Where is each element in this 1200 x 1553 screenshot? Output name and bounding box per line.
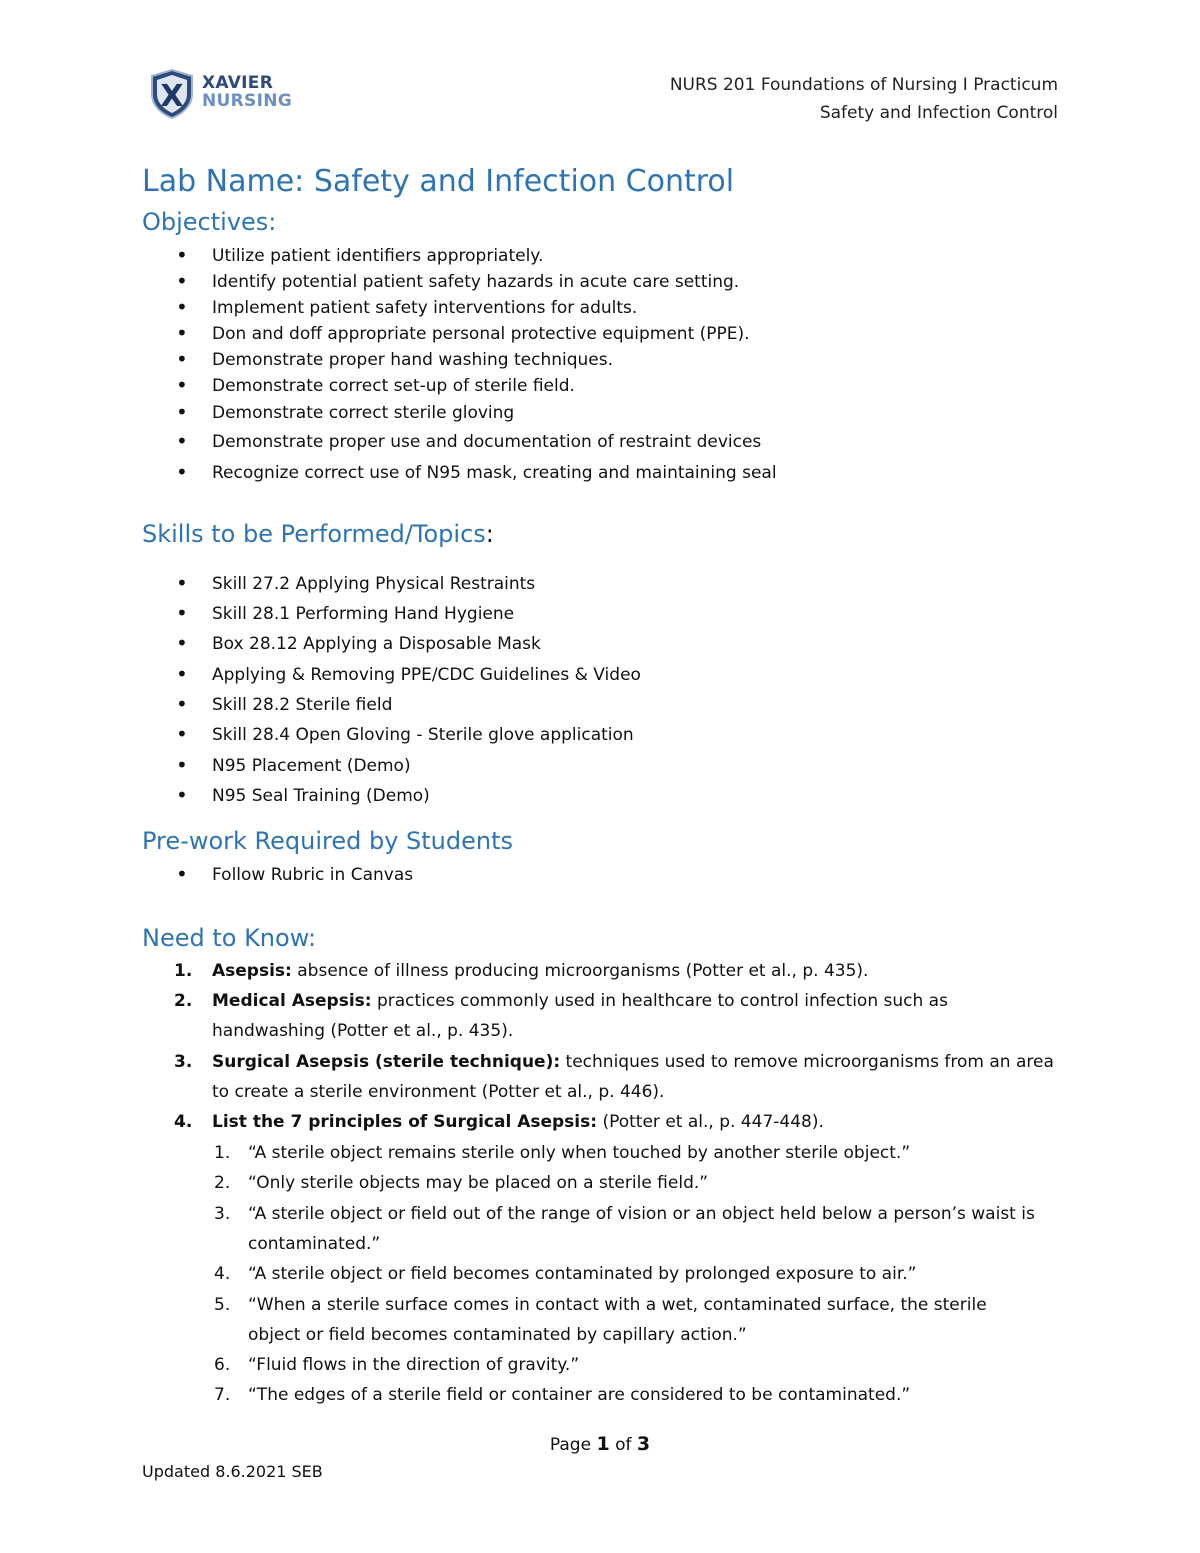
item-text: practices commonly used in healthcare to control infection such as — [371, 991, 948, 1011]
list-item — [214, 1385, 911, 1405]
item-number: 6. — [214, 1355, 231, 1375]
skills-heading — [142, 520, 494, 548]
list-item — [214, 1143, 911, 1163]
list-item: • Demonstrate correct set-up of sterile field. — [212, 376, 575, 396]
item-number: 4. — [214, 1264, 231, 1284]
list-item-continuation: object or field becomes contaminated by capillary action.” — [248, 1325, 747, 1345]
item-text: absence of illness producing microorganisms (Potter et al., p. 435). — [291, 961, 869, 981]
list-item: • Skill 28.4 Open Gloving - Sterile glove application — [212, 725, 634, 745]
list-item: • Recognize correct use of N95 mask, creating and maintaining seal — [212, 463, 777, 483]
list-item-continuation: to create a sterile environment (Potter et al., p. 446). — [212, 1082, 665, 1102]
page-prefix: Page — [549, 1435, 597, 1455]
xavier-nursing-logo — [148, 68, 292, 120]
item-text: “A sterile object or field out of the range of vision or an object held below a person’s waist is — [248, 1204, 1035, 1224]
item-text: “A sterile object remains sterile only when touched by another sterile object.” — [248, 1143, 911, 1163]
item-number: 7. — [214, 1385, 231, 1405]
item-number: 4. — [174, 1112, 193, 1132]
list-item: • Skill 27.2 Applying Physical Restraints — [212, 574, 535, 594]
item-text: (Potter et al., p. 447-448). — [597, 1112, 824, 1132]
list-item: • Utilize patient identifiers appropriately. — [212, 246, 543, 266]
item-number: 5. — [214, 1295, 231, 1315]
list-item — [174, 1052, 1054, 1072]
list-item: • Skill 28.1 Performing Hand Hygiene — [212, 604, 514, 624]
page-of: of — [609, 1435, 637, 1455]
list-item: • N95 Placement (Demo) — [212, 756, 411, 776]
list-item — [214, 1264, 917, 1284]
list-item — [174, 961, 869, 981]
item-text: techniques used to remove microorganisms from an area — [560, 1052, 1054, 1072]
list-item-continuation: contaminated.” — [248, 1234, 381, 1254]
page-current: 1 — [596, 1433, 610, 1455]
list-item — [214, 1204, 1035, 1224]
logo-line1: XAVIER — [202, 73, 274, 93]
list-item — [214, 1295, 987, 1315]
list-item: • Follow Rubric in Canvas — [212, 865, 413, 885]
skills-heading-colon: : — [485, 520, 494, 548]
list-item: • Applying & Removing PPE/CDC Guidelines & Video — [212, 665, 641, 685]
page-title: Lab Name: Safety and Infection Control — [142, 164, 735, 199]
skills-heading-text: Skills to be Performed/Topics — [142, 520, 486, 548]
list-item: • Identify potential patient safety hazards in acute care setting. — [212, 272, 739, 292]
list-item: • Don and doff appropriate personal protective equipment (PPE). — [212, 324, 750, 344]
list-item: • Box 28.12 Applying a Disposable Mask — [212, 634, 541, 654]
item-number: 3. — [214, 1204, 231, 1224]
objectives-heading: Objectives: — [142, 208, 277, 236]
item-number: 1. — [174, 961, 193, 981]
item-text: “Fluid flows in the direction of gravity.” — [248, 1355, 580, 1375]
item-number: 3. — [174, 1052, 193, 1072]
item-text: “The edges of a sterile field or container are considered to be contaminated.” — [248, 1385, 911, 1405]
prework-heading: Pre-work Required by Students — [142, 827, 514, 855]
item-term: Asepsis: — [212, 961, 292, 981]
header-course: NURS 201 Foundations of Nursing I Practicum — [669, 75, 1058, 95]
list-item — [214, 1173, 709, 1193]
logo-letter: X — [160, 79, 184, 114]
list-item: • Demonstrate proper hand washing techniques. — [212, 350, 613, 370]
list-item: • Implement patient safety interventions for adults. — [212, 298, 637, 318]
item-number: 2. — [174, 991, 193, 1011]
list-item: • Demonstrate correct sterile gloving — [212, 403, 514, 423]
header-subtitle: Safety and Infection Control — [819, 103, 1058, 123]
page-number — [0, 1433, 1200, 1455]
page-total: 3 — [636, 1433, 651, 1455]
item-number: 2. — [214, 1173, 231, 1193]
item-text: “When a sterile surface comes in contact with a wet, contaminated surface, the sterile — [248, 1295, 987, 1315]
item-term: List the 7 principles of Surgical Asepsis: — [212, 1112, 598, 1132]
item-text: “Only sterile objects may be placed on a sterile field.” — [248, 1173, 709, 1193]
shield-icon — [148, 68, 196, 120]
list-item-continuation: handwashing (Potter et al., p. 435). — [212, 1021, 514, 1041]
item-text: “A sterile object or field becomes contaminated by prolonged exposure to air.” — [248, 1264, 917, 1284]
list-item — [174, 991, 948, 1011]
need-to-know-heading: Need to Know: — [142, 924, 317, 952]
item-number: 1. — [214, 1143, 231, 1163]
list-item: • Demonstrate proper use and documentation of restraint devices — [212, 432, 761, 452]
list-item — [214, 1355, 580, 1375]
list-item: • Skill 28.2 Sterile field — [212, 695, 392, 715]
item-term: Surgical Asepsis (sterile technique): — [212, 1052, 561, 1072]
item-term: Medical Asepsis: — [212, 991, 372, 1011]
updated-note: Updated 8.6.2021 SEB — [142, 1462, 323, 1481]
list-item — [174, 1112, 824, 1132]
logo-wordmark — [202, 74, 292, 110]
list-item: • N95 Seal Training (Demo) — [212, 786, 430, 806]
logo-line2: NURSING — [202, 91, 292, 111]
